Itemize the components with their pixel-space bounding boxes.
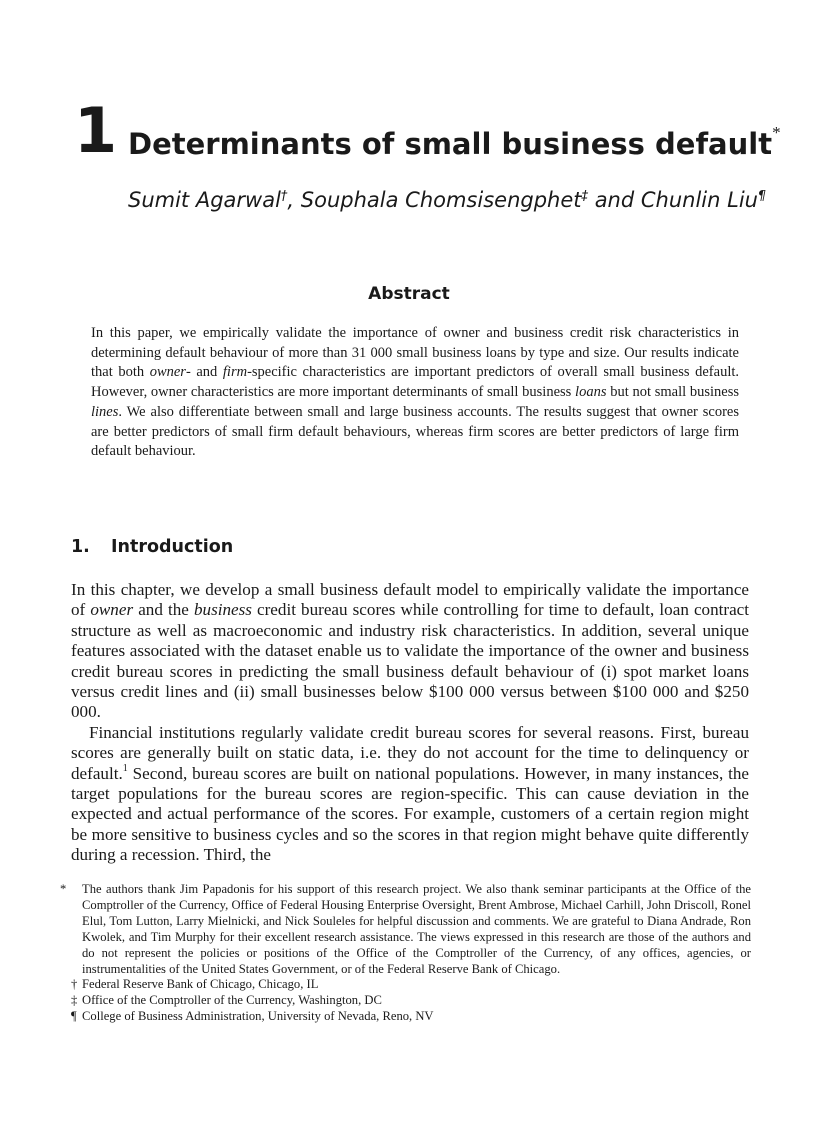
- introduction-body: [71, 580, 749, 866]
- footnote-text: The authors thank Jim Papadonis for his support of this research project. We also thank seminar participants at the Office of the Comptroller of the Currency, Office of Federal Housing Enterprise Oversight, Brent Ambrose, Michael Carhill, John Driscoll, Ronel Elul, Tom Lutton, Larry Mielnicki, and Nick Souleles for helpful discussion and comments. We are grateful to Diana Andrade, Ron Kwolek, and Tim Murphy for their excellent research assistance. The views expressed in this research are those of the authors and do not represent the policies or positions of the Office of the Comptroller of the Currency, of any offices, agencies, or instrumentalities of the United States Government, or of the Federal Reserve Bank of Chicago.: [82, 882, 751, 976]
- footnote-mark: *: [60, 882, 67, 896]
- abstract-emphasis: lines: [91, 403, 119, 420]
- body-text: credit bureau scores while controlling for time to default, loan contract structure as well as macroeconomic and industry risk characteristics. In addition, several unique features associated with the dataset enable us to validate the importance of the owner and business credit bureau scores in predicting the small business default behaviour of (i) spot market loans versus credit lines and (ii) small businesses below $100 000 versus between $100 000 and $250 000.: [71, 600, 750, 722]
- abstract-text: In this paper, we empirically validate the importance of owner and business credit risk characteristics in determining default behaviour of more than 31 000 small business loans by type and size. Our results indicate that both: [91, 325, 739, 381]
- footnote-acknowledgement: [60, 882, 751, 977]
- abstract-text: but not small business: [606, 384, 739, 401]
- body-text: In this chapter, we develop a small business default model to empirically validate the importance of: [71, 580, 749, 620]
- author-separator: and: [588, 188, 641, 212]
- footnote-text: Federal Reserve Bank of Chicago, Chicago, IL: [82, 977, 319, 992]
- abstract-emphasis: firm: [222, 364, 248, 381]
- body-paragraph: [71, 580, 749, 723]
- footnote-text: Office of the Comptroller of the Currency, Washington, DC: [82, 993, 382, 1008]
- chapter-heading: [74, 94, 781, 170]
- author-name: Chunlin Liu: [640, 188, 758, 212]
- section-number: 1.: [71, 537, 90, 557]
- author-affiliation-mark: †: [280, 189, 288, 204]
- author-separator: ,: [287, 188, 301, 212]
- author-name: Sumit Agarwal: [128, 188, 281, 212]
- footnote-mark: ¶: [71, 1009, 77, 1024]
- body-emphasis: owner: [90, 600, 134, 620]
- chapter-title-text: Determinants of small business default: [128, 127, 773, 161]
- author-name: Souphala Chomsisengphet: [300, 188, 582, 212]
- footnote-mark: †: [71, 977, 78, 992]
- abstract-text: -specific characteristics are important predictors of overall small business default. However, owner characteristics are more important determinants of small business: [91, 364, 739, 401]
- abstract-text: . We also differentiate between small and large business accounts. The results suggest that owner scores are better predictors of small firm default behaviours, whereas firm scores are better predictors of large firm default behaviour.: [91, 403, 739, 460]
- abstract-paragraph: [91, 324, 739, 462]
- footnote-mark: ‡: [71, 993, 78, 1008]
- footnote-affiliation: [71, 993, 751, 1009]
- footnotes: [60, 882, 751, 1025]
- abstract-heading: Abstract: [368, 284, 450, 304]
- chapter-number: 1: [74, 94, 118, 167]
- section-heading: [71, 536, 233, 558]
- author-affiliation-mark: ‡: [581, 189, 589, 204]
- abstract-emphasis: owner: [149, 364, 186, 381]
- abstract-body: [91, 324, 739, 462]
- footnote-reference: 1: [122, 762, 128, 774]
- footnote-affiliation: [71, 1009, 751, 1025]
- body-emphasis: business: [193, 600, 252, 620]
- abstract-text: - and: [185, 364, 223, 381]
- chapter-title-footnote-mark: *: [772, 123, 781, 142]
- chapter-title: [128, 123, 781, 162]
- author-line: [128, 186, 766, 214]
- abstract-emphasis: loans: [575, 384, 607, 401]
- section-title: Introduction: [111, 537, 234, 557]
- body-text: and the: [133, 600, 194, 620]
- body-text: Second, bureau scores are built on national populations. However, in many instances, the target populations for the bureau scores are region-specific. This can cause deviation in the expected and actual performance of the scores. For example, customers of a certain region might be more sensitive to business cycles and so the scores in that region might behave quite differently during a recession. Third, the: [71, 763, 749, 865]
- body-paragraph: [71, 723, 749, 866]
- footnote-affiliation: [71, 977, 751, 993]
- author-affiliation-mark: ¶: [757, 189, 767, 204]
- footnote-text: College of Business Administration, University of Nevada, Reno, NV: [82, 1009, 434, 1024]
- body-text: Financial institutions regularly validate credit bureau scores for several reasons. First, bureau scores are generally built on static data, i.e. they do not account for the time to delinquency or default.: [71, 722, 749, 783]
